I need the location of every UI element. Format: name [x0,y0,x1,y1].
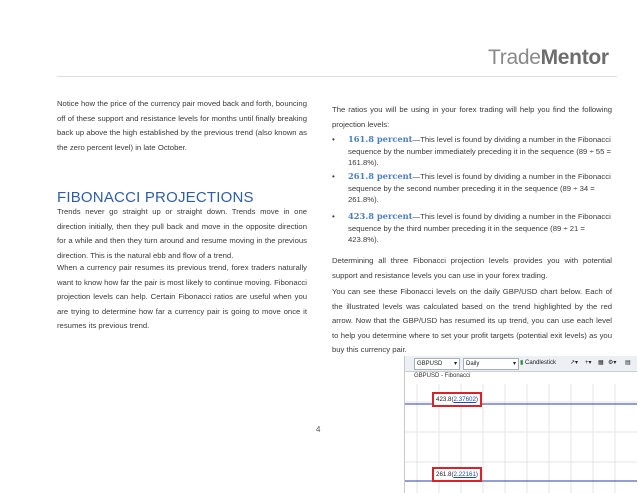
fib-level-box-423 [432,392,482,407]
bullet-item [332,171,612,207]
fib-level-suffix: ) [475,471,478,478]
candlestick-icon: ▮ [520,360,524,366]
fib-level-box-261 [432,467,482,482]
bullet-dot-icon: • [332,172,335,181]
bullet-dot-icon: • [332,212,335,221]
symbol-value: GBPUSD [417,361,443,367]
fib-level-suffix: ) [475,396,478,403]
chevron-down-icon: ▾ [453,361,457,367]
more-icon[interactable]: ▤ [625,360,631,366]
section-heading: FIBONACCI PROJECTIONS [57,189,254,206]
draw-tool-icon[interactable]: ↗▾ [570,360,579,366]
right-paragraph-1: Determining all three Fibonacci projection levels provides you with potential support and resistance levels you can use in your forex trading. [332,256,612,280]
chart-toolbar [405,356,637,372]
fib-level-value: 2.37602 [453,396,476,403]
chevron-down-icon: ▾ [512,361,516,367]
right-paragraph-2: You can see these Fibonacci levels on the daily GBP/USD chart below. Each of the illustrated levels was calculated based on the trend highlighted by the red arrow. Now that the GBP/USD has resumed its up trend, you can use each level to help you determine where to set your profit targets (potential exit levels) as you buy this currency pair. [332,287,612,354]
bullet-percent: 161.8 percent [348,134,413,144]
symbol-select[interactable] [414,358,460,370]
chart-type-value: Candlestick [524,360,556,366]
chart-indicator-label: GBPUSD - Fibonacci [414,373,471,379]
header-divider [57,76,617,77]
timeframe-value: Daily [466,361,480,367]
right-intro-paragraph: The ratios you will be using in your forex trading will help you find the following projection levels: [332,105,612,129]
add-indicator-icon[interactable]: +▾ [585,360,592,366]
trade-mentor-logo [488,46,609,70]
bullet-item [332,134,612,170]
bullet-item [332,211,612,247]
bullet-dot-icon: • [332,135,335,144]
left-intro-paragraph: Notice how the price of the currency pair moved back and forth, bouncing off of these support and resistance levels for months until finally breaking back up above the high established by the previous trend (also known as the zero percent level) in late October. [57,99,307,152]
page-number: 4 [316,425,321,434]
settings-icon[interactable]: ⚙▾ [608,360,617,366]
bullet-percent: 261.8 percent [348,171,413,181]
bullet-text: —This level is found by dividing a number in the Fibonacci sequence by the second number preceding it in the sequence (89 ÷ 34 = 261.8%). [348,172,611,204]
left-paragraph-2: When a currency pair resumes its previous trend, forex traders naturally want to know how far the pair is most likely to continue moving. Fibonacci projection levels can help. Certain Fibonacci ratios are useful when you are trying to determine how far a currency pair is going to move once it resumes its previous trend. [57,263,307,330]
bullet-text: —This level is found by dividing a number in the Fibonacci sequence by the third number preceding it in the sequence (89 ÷ 21 = 423.8%). [348,212,611,244]
grid-icon[interactable]: ▦ [598,360,604,366]
bullet-percent: 423.8 percent [348,211,413,221]
logo-text-trade: Trade [488,46,541,69]
timeframe-select[interactable] [463,358,519,370]
fib-level-prefix: 423.8( [436,396,454,403]
gbpusd-chart [404,356,637,493]
fib-level-prefix: 261.8( [436,471,454,478]
fib-level-value: 2.22161 [453,471,476,478]
left-paragraph-1: Trends never go straight up or straight down. Trends move in one direction initially, then they pull back and move in the opposite direction for a while and then they turn around and resume moving in the previous direction. This is the natural ebb and flow of a trend. [57,207,307,260]
chart-type-select[interactable] [520,358,556,368]
logo-text-mentor: Mentor [540,46,609,69]
bullet-text: —This level is found by dividing a number in the Fibonacci sequence by the number immediately preceding it in the sequence (89 ÷ 55 = 161.8%). [348,135,611,167]
